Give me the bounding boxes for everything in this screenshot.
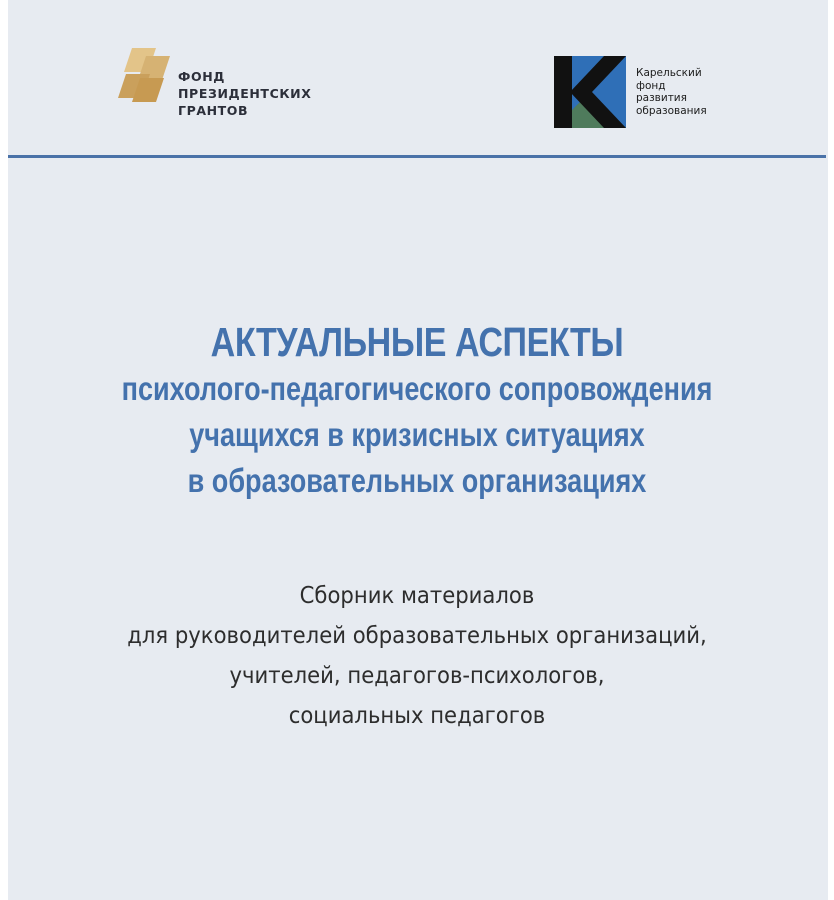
kfro-logo-line: образования (636, 104, 707, 117)
fpg-logo-icon (112, 46, 178, 106)
document-subtitle (8, 576, 826, 736)
kfro-logo-text (636, 67, 707, 117)
fpg-logo-text (178, 68, 311, 119)
title-main: АКТУАЛЬНЫЕ АСПЕКТЫ (210, 319, 624, 365)
fpg-logo-line: ФОНД (178, 69, 226, 84)
document-title (8, 318, 826, 504)
kfro-logo-line: развития (636, 92, 687, 104)
header-divider (8, 155, 826, 158)
title-line: учащихся в кризисных ситуациях (189, 416, 645, 453)
subtitle-line: Сборник материалов (299, 583, 535, 609)
karelian-education-fund-logo (554, 56, 754, 130)
subtitle-line: учителей, педагогов-психологов, (229, 663, 605, 689)
subtitle-line: для руководителей образовательных организаций, (127, 623, 707, 649)
page-edge (828, 0, 834, 900)
fpg-logo-line: ПРЕЗИДЕНТСКИХ (178, 86, 312, 101)
document-cover (8, 0, 828, 900)
kfro-logo-line: Карельский (636, 67, 702, 79)
title-line: психолого-педагогического сопровождения (121, 370, 713, 407)
fpg-logo-line: ГРАНТОВ (178, 103, 249, 118)
kfro-logo-line: фонд (636, 79, 666, 92)
subtitle-line: социальных педагогов (288, 703, 546, 729)
title-line: в образовательных организациях (187, 462, 647, 499)
kfro-k-logo-icon (554, 56, 626, 128)
presidential-grants-fund-logo (112, 46, 332, 126)
